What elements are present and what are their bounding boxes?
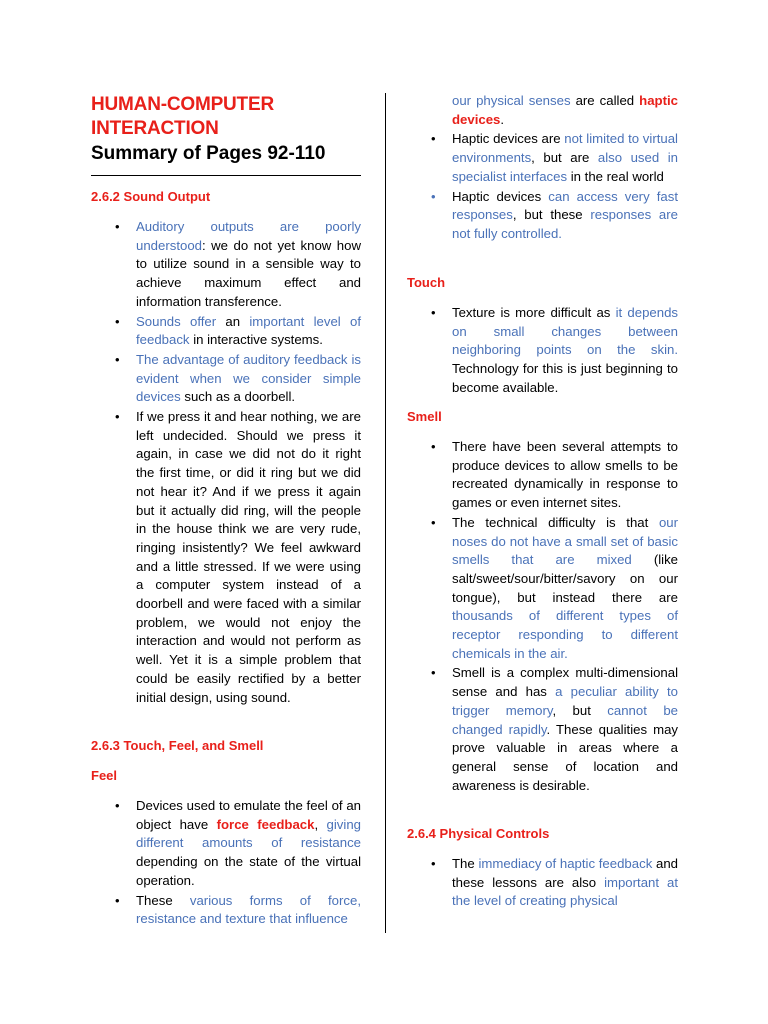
list-item bbox=[431, 130, 678, 186]
list-item bbox=[431, 514, 678, 664]
highlight-text: important at the level of creating physical bbox=[452, 874, 678, 909]
highlight-text: our physical senses bbox=[452, 93, 571, 108]
list-item bbox=[115, 218, 361, 312]
body-text: , but bbox=[552, 702, 608, 718]
highlight-text: our noses do not have a small set of basic smells that are mixed bbox=[452, 514, 678, 568]
body-text: and these lessons are also bbox=[452, 856, 679, 890]
column-divider bbox=[385, 93, 386, 933]
highlight-text: Auditory outputs are poorly understood bbox=[136, 219, 361, 253]
body-text: Smell is a complex multi-dimensional sense and has bbox=[452, 665, 678, 700]
smell-list bbox=[431, 438, 678, 795]
highlight-text: various forms of force, resistance and texture that influence bbox=[136, 892, 361, 927]
body-text: These bbox=[136, 892, 190, 908]
list-item bbox=[452, 92, 678, 129]
list-item bbox=[431, 664, 678, 795]
haptic-continued-list bbox=[431, 92, 678, 244]
body-text: Texture is more difficult as bbox=[452, 305, 616, 320]
list-item bbox=[115, 313, 362, 350]
list-item bbox=[115, 351, 361, 407]
key-term: haptic devices bbox=[452, 93, 678, 127]
bullet-icon: • bbox=[115, 409, 120, 425]
heading-sound-output: 2.6.2 Sound Output bbox=[91, 189, 211, 204]
body-text: Haptic devices are bbox=[452, 131, 565, 147]
bullet-icon: • bbox=[431, 665, 436, 681]
body-text: Technology for this is just beginning to become available. bbox=[452, 361, 678, 395]
body-text: Haptic devices bbox=[452, 188, 549, 204]
heading-physical-controls: 2.6.4 Physical Controls bbox=[407, 826, 550, 841]
highlight-text: a peculiar ability to trigger memory bbox=[452, 684, 678, 718]
heading-touch: Touch bbox=[407, 275, 446, 290]
body-text: , bbox=[314, 816, 327, 832]
heading-touch-feel-smell: 2.6.3 Touch, Feel, and Smell bbox=[91, 738, 264, 753]
body-text: There have been several attempts to produce devices to allow smells to be recreated dynamically in response to games or even internet sites. bbox=[452, 439, 678, 511]
highlight-text: can access very fast responses bbox=[452, 188, 678, 223]
list-item bbox=[431, 304, 678, 398]
body-text: are called bbox=[570, 93, 640, 108]
list-item bbox=[115, 408, 361, 707]
body-text: The bbox=[452, 856, 479, 871]
body-text: such as a doorbell. bbox=[180, 389, 296, 405]
body-text: in the real world bbox=[567, 168, 664, 184]
highlight-text: also used in specialist interfaces bbox=[452, 150, 678, 184]
highlight-text: cannot be changed rapidly bbox=[452, 702, 678, 737]
body-text: in interactive systems. bbox=[189, 332, 323, 348]
bullet-icon: • bbox=[115, 892, 120, 908]
bullet-icon: • bbox=[431, 856, 436, 871]
body-text: . bbox=[500, 111, 505, 127]
list-item bbox=[115, 892, 361, 929]
body-text: If we press it and hear nothing, we are left undecided. Should we press it again, in case we did not do it right the first time, or did it ring but we did not hear it? And if we press it again but it actually did ring, will the people in the house think we are very rude, ringing insistently? We feel awkward and a little stressed. If we were using a computer system instead of a doorbell and were faced with a similar problem, we would not enjoy the interaction and would not perform as well. Yet it is a simple problem that could be easily rectified by a better initial design, using sound. bbox=[136, 409, 361, 705]
bullet-icon: • bbox=[115, 798, 120, 813]
heading-feel: Feel bbox=[91, 768, 118, 783]
bullet-icon: • bbox=[115, 219, 120, 234]
touch-list bbox=[431, 304, 678, 398]
key-term: force feedback bbox=[216, 816, 315, 832]
body-text: (like salt/sweet/sour/bitter/savory on our tongue), but instead there are bbox=[452, 552, 678, 605]
highlight-text: giving different amounts of resistance bbox=[136, 816, 361, 851]
bullet-icon: • bbox=[431, 188, 436, 204]
physical-controls-list bbox=[431, 855, 679, 911]
list-item bbox=[431, 855, 679, 911]
highlight-text: thousands of different types of receptor responding to different chemicals in the air. bbox=[452, 608, 678, 661]
title-line-1: HUMAN-COMPUTER INTERACTION bbox=[91, 94, 274, 139]
highlight-text: Sounds offer bbox=[136, 313, 217, 329]
highlight-text: responses are not fully controlled. bbox=[452, 207, 678, 241]
body-text: , but these bbox=[512, 207, 591, 223]
bullet-icon: • bbox=[431, 439, 436, 454]
list-item bbox=[115, 797, 361, 891]
highlight-text: The advantage of auditory feedback is evident when we consider simple devices bbox=[136, 351, 361, 405]
bullet-icon: • bbox=[431, 514, 436, 530]
sound-output-list bbox=[115, 218, 362, 707]
heading-smell: Smell bbox=[407, 409, 442, 424]
body-text: : we do not yet know how to utilize sound in a sensible way to achieve maximum effect and information transference. bbox=[136, 237, 361, 309]
list-item bbox=[431, 188, 678, 244]
bullet-icon: • bbox=[431, 305, 436, 320]
highlight-text: not limited to virtual environments bbox=[452, 131, 678, 166]
bullet-icon: • bbox=[115, 351, 120, 367]
bullet-icon: • bbox=[115, 313, 120, 329]
highlight-text: immediacy of haptic feedback bbox=[478, 856, 653, 871]
body-text: The technical difficulty is that bbox=[452, 514, 659, 530]
body-text: depending on the state of the virtual operation. bbox=[136, 854, 361, 888]
page-title: Summary of Pages 92-110 bbox=[91, 143, 326, 164]
highlight-text: important level of feedback bbox=[136, 313, 362, 348]
highlight-text: it depends on small changes between neighboring points on the skin. bbox=[452, 305, 678, 358]
body-text: . These qualities may prove valuable in areas where a general sense of location and awareness is desirable. bbox=[452, 721, 678, 793]
body-text: an bbox=[216, 313, 250, 329]
list-item bbox=[431, 438, 678, 513]
body-text: , but are bbox=[531, 150, 598, 166]
title-rule bbox=[91, 175, 361, 176]
body-text: Devices used to emulate the feel of an object have bbox=[136, 798, 361, 832]
feel-list bbox=[115, 797, 361, 929]
bullet-icon: • bbox=[431, 131, 436, 147]
